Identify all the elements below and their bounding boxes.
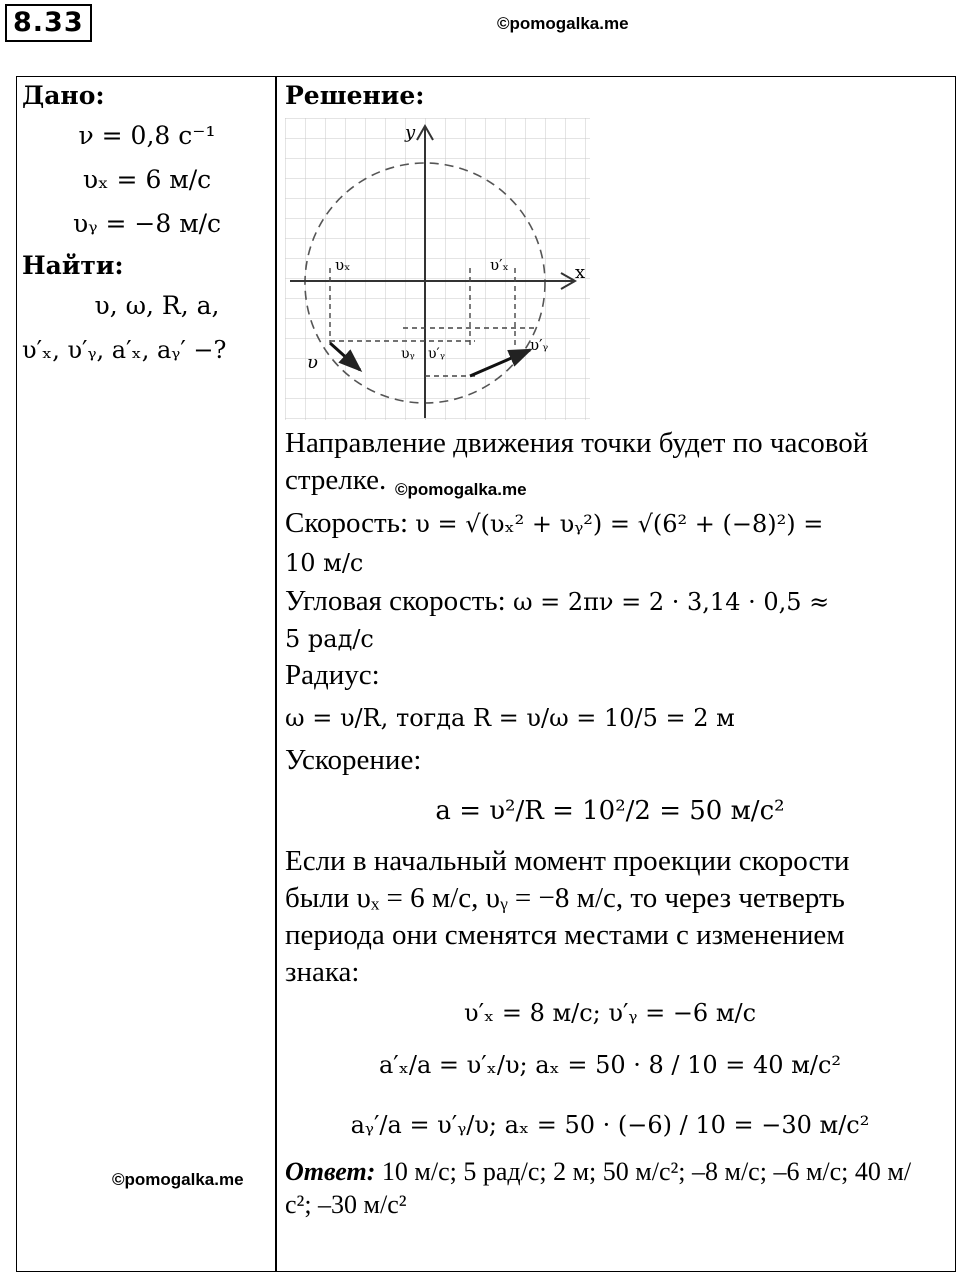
ax-formula: a′ₓ/a = υ′ₓ/υ; aₓ = 50 · 8 / 10 = 40 м/с² <box>378 1051 842 1079</box>
projection-text-2: были υₓ = 6 м/с, υᵧ = −8 м/с, то через четверть <box>285 882 845 914</box>
speed-label: Скорость: <box>285 507 409 539</box>
find-title: Найти: <box>22 251 124 280</box>
angular-result: 5 рад/с <box>285 625 374 653</box>
given-vx: υₓ = 6 м/с <box>82 165 212 194</box>
answer-label: Ответ: <box>285 1157 376 1186</box>
y-label: y <box>405 122 416 143</box>
angular-line <box>285 583 935 621</box>
solution-column <box>285 78 935 1221</box>
accel-label: Ускорение: <box>285 744 422 776</box>
vy-label: υᵧ <box>401 346 415 362</box>
direction-text: Направление движения точки будет по часовой стрелке. <box>285 427 869 496</box>
given-title: Дано: <box>22 81 105 110</box>
answer-text: 10 м/с; 5 рад/с; 2 м; 50 м/с²; –8 м/с; –6 м/с; 40 м/с²; –30 м/с² <box>285 1157 912 1219</box>
speed-result: 10 м/с <box>285 549 364 577</box>
projection-text-3: периода они сменятся местами с изменением <box>285 919 845 951</box>
problem-number: 8.33 <box>5 4 92 42</box>
angular-label: Угловая скорость: <box>285 585 506 617</box>
ay-formula: aᵧ′/a = υ′ᵧ/υ; aₓ = 50 · (−6) / 10 = −30 м/с² <box>350 1111 870 1139</box>
watermark-middle: ©pomogalka.me <box>395 480 527 499</box>
answer <box>285 1155 935 1221</box>
projection-text-1: Если в начальный момент проекции скорости <box>285 845 850 877</box>
watermark-top: ©pomogalka.me <box>497 14 629 33</box>
vx-label: υₓ <box>335 256 351 274</box>
angular-formula: ω = 2πν = 2 · 3,14 · 0,5 ≈ <box>512 588 830 616</box>
vy1-inner-label: υ′ᵧ <box>428 346 445 362</box>
given-vy: υᵧ = −8 м/с <box>72 209 222 238</box>
watermark-bottom: ©pomogalka.me <box>112 1170 244 1189</box>
find-line-2: υ′ₓ, υ′ᵧ, a′ₓ, aᵧ′ −? <box>22 336 227 364</box>
column-divider <box>275 76 277 1272</box>
v-label: υ <box>307 352 318 373</box>
find-line-1: υ, ω, R, a, <box>94 291 220 320</box>
accel-formula: a = υ²/R = 10²/2 = 50 м/с² <box>435 796 785 826</box>
projection-text-4: знака: <box>285 956 360 988</box>
vy1-label: υ′ᵧ <box>530 336 549 354</box>
given-frequency: ν = 0,8 с⁻¹ <box>78 121 216 150</box>
circle-sketch <box>285 118 590 420</box>
vx1-label: υ′ₓ <box>490 256 509 274</box>
radius-label: Радиус: <box>285 659 380 691</box>
solution-title: Решение: <box>285 81 425 110</box>
given-column <box>22 78 272 372</box>
new-velocities: υ′ₓ = 8 м/с; υ′ᵧ = −6 м/с <box>463 999 757 1027</box>
radius-formula: ω = υ/R, тогда R = υ/ω = 10/5 = 2 м <box>285 704 735 732</box>
speed-line <box>285 505 935 543</box>
speed-formula: υ = √(υₓ² + υᵧ²) = √(6² + (−8)²) = <box>415 510 824 538</box>
x-label: x <box>575 262 586 283</box>
